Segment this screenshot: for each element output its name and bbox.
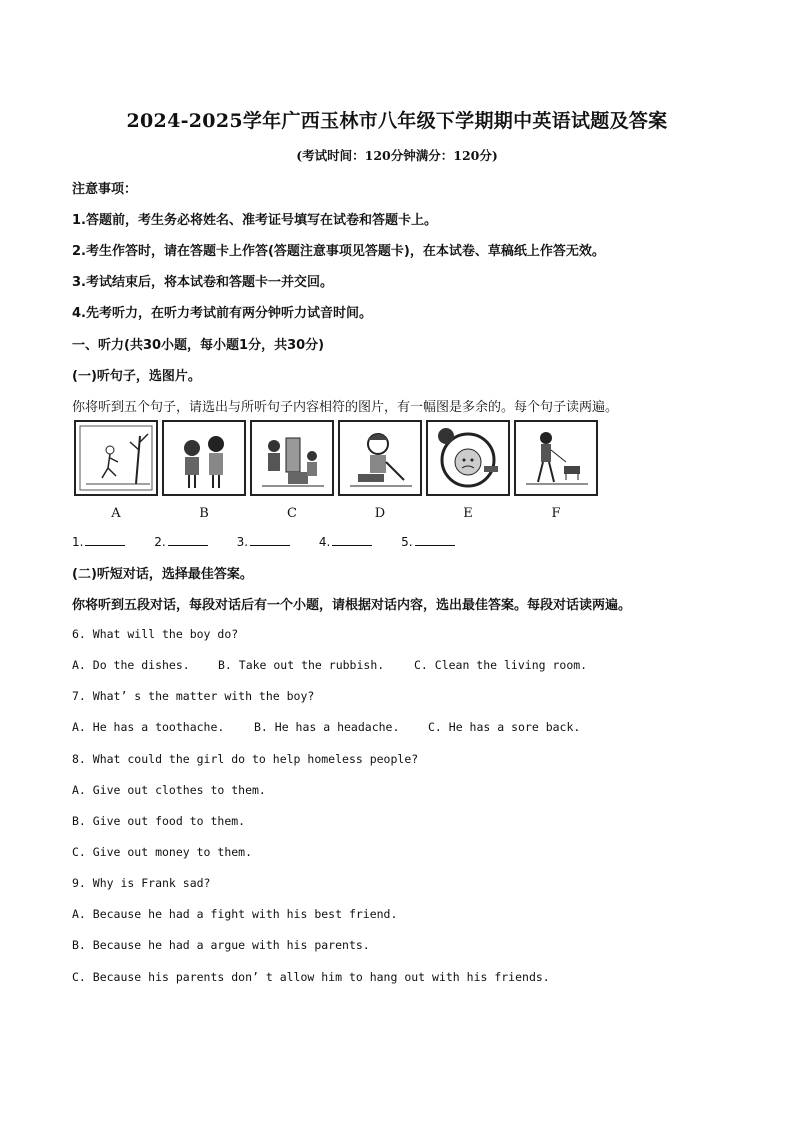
- notice-item: 1.答题前，考生务必将姓名、准考证号填写在试卷和答题卡上。: [72, 213, 437, 228]
- answer-option: B. Take out the rubbish.: [218, 658, 385, 672]
- blank-number: 4.: [318, 535, 331, 549]
- blank-number: 3.: [236, 535, 249, 549]
- question-text: 9. Why is Frank sad?: [72, 876, 211, 890]
- picture-label: F: [551, 506, 561, 521]
- exam-subtitle: (考试时间：120分钟满分：120分): [296, 148, 498, 163]
- part-instruction: 你将听到五段对话，每段对话后有一个小题，请根据对话内容，选出最佳答案。每段对话读两遍。: [72, 598, 632, 613]
- picture-a: [74, 420, 158, 496]
- sick-boy-icon: [428, 422, 508, 494]
- two-children-icon: [164, 422, 244, 494]
- part-instruction: 你将听到五个句子，请选出与所听句子内容相符的图片，有一幅图是多余的。每个句子读两遍。: [72, 400, 619, 415]
- picture-b: [162, 420, 246, 496]
- answer-option: A. Do the dishes.: [72, 658, 190, 672]
- answer-option: B. He has a headache.: [254, 720, 400, 734]
- blank-number: 1.: [72, 535, 84, 549]
- notice-item: 4.先考听力，在听力考试前有两分钟听力试音时间。: [72, 306, 372, 321]
- picture-d: [338, 420, 422, 496]
- part-heading: (二)听短对话，选择最佳答案。: [72, 567, 253, 582]
- notice-heading: 注意事项：: [72, 182, 138, 197]
- page-title: 2024-2025学年广西玉林市八年级下学期期中英语试题及答案: [126, 110, 668, 132]
- picture-f: [514, 420, 598, 496]
- picture-label: D: [374, 506, 386, 521]
- picture-label: E: [463, 506, 473, 521]
- blank-number: 5.: [401, 535, 413, 549]
- part-heading: (一)听句子，选图片。: [72, 369, 201, 384]
- notice-item: 2.考生作答时，请在答题卡上作答(答题注意事项见答题卡)，在本试卷、草稿纸上作答无效。: [72, 244, 605, 259]
- picture-c: [250, 420, 334, 496]
- answer-option: C. Give out money to them.: [72, 845, 253, 859]
- notice-item: 3.考试结束后，将本试卷和答题卡一并交回。: [72, 275, 333, 290]
- answer-blank[interactable]: [415, 535, 455, 546]
- household-scene-icon: [252, 422, 332, 494]
- question-text: 6. What will the boy do?: [72, 627, 239, 641]
- answer-blank[interactable]: [85, 535, 125, 546]
- answer-option: B. Because he had a argue with his parents.: [72, 938, 370, 952]
- answer-blank[interactable]: [332, 535, 372, 546]
- question-text: 7. What’ s the matter with the boy?: [72, 689, 315, 703]
- picture-label: C: [287, 506, 297, 521]
- answer-option: C. Because his parents don’ t allow him to hang out with his friends.: [72, 970, 550, 984]
- boy-walking-dog-icon: [516, 422, 596, 494]
- answer-option: A. He has a toothache.: [72, 720, 225, 734]
- section-heading: 一、听力(共30小题，每小题1分，共30分): [72, 338, 325, 353]
- answer-blank[interactable]: [250, 535, 290, 546]
- running-scene-icon: [76, 422, 156, 494]
- picture-label: A: [111, 506, 121, 521]
- picture-options: [74, 420, 600, 528]
- picture-label: B: [199, 506, 209, 521]
- answer-blank[interactable]: [168, 535, 208, 546]
- answer-option: C. He has a sore back.: [428, 720, 581, 734]
- answer-option: C. Clean the living room.: [414, 658, 588, 672]
- answer-blanks: [72, 535, 480, 549]
- answer-option: A. Because he had a fight with his best friend.: [72, 907, 398, 921]
- answer-option: A. Give out clothes to them.: [72, 783, 266, 797]
- answer-option: B. Give out food to them.: [72, 814, 246, 828]
- blank-number: 2.: [154, 535, 166, 549]
- girl-sweeping-icon: [340, 422, 420, 494]
- picture-e: [426, 420, 510, 496]
- question-text: 8. What could the girl do to help homeless people?: [72, 752, 419, 766]
